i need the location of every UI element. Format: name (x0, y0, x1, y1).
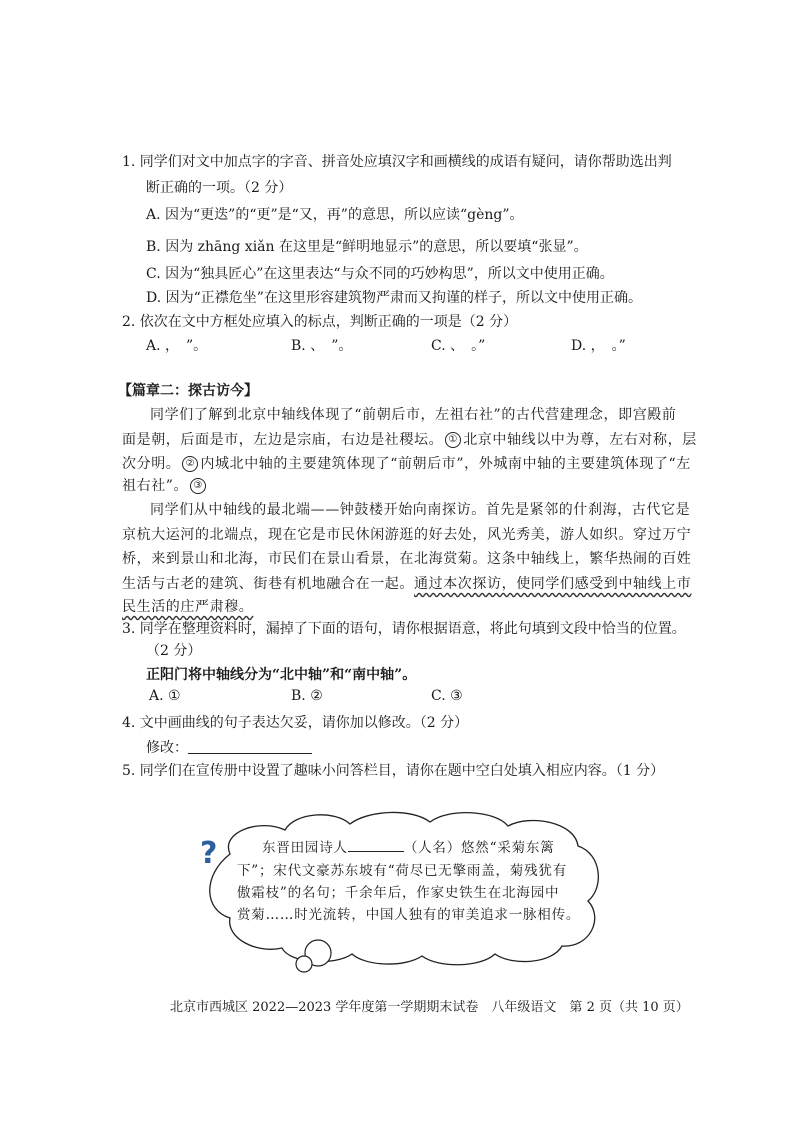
cloud-line3: 傲霜枝”的名句；千余年后，作家史铁生在北海园中 (237, 885, 560, 901)
para1-line4 (122, 475, 208, 495)
q4-answer-line[interactable] (188, 753, 312, 754)
cloud-line4: 赏菊……时光流转，中国人独有的审美追求一脉相传。 (237, 907, 581, 923)
q2-option-a: A. ， ”。 (146, 338, 208, 354)
cloud-line1 (262, 836, 555, 856)
chapter-title: 【篇章二：探古访今】 (118, 383, 258, 399)
insert-marker-1: ① (445, 432, 461, 448)
q3-stem-line2: （2 分） (146, 643, 202, 659)
para2-line4-text: 生活与古老的建筑、街巷有机地融合在一起。 (122, 576, 414, 592)
insert-marker-3: ③ (190, 478, 206, 494)
para1-line2-text-b: 北京中轴线以中为尊，左右对称，层 (463, 432, 697, 448)
question-mark-icon: ? (200, 836, 218, 871)
q1-stem-line2: 断正确的一项。（2 分） (146, 180, 293, 196)
para2-line4 (122, 573, 691, 593)
para2-line2: 京杭大运河的北端点，现在它是市民休闲游逛的好去处，风光秀美，游人如织。穿过万宁 (122, 527, 692, 543)
poet-name-blank[interactable] (348, 839, 404, 852)
q5-stem: 5. 同学们在宣传册中设置了趣味小问答栏目，请你在题中空白处填入相应内容。（1 分） (122, 763, 665, 779)
page-footer: 北京市西城区 2022—2023 学年度第一学期期末试卷 八年级语文 第 2 页（共 10 页） (170, 1000, 689, 1015)
wavy-underlined-sentence-part1: 通过本次探访，使同学们感受到中轴线上市 (414, 576, 692, 592)
q3-option-a: A. ① (149, 688, 181, 704)
q4-answer-label: 修改： (146, 740, 188, 756)
q3-stem-line1: 3. 同学在整理资料时，漏掉了下面的语句，请你根据语意，将此句填到文段中恰当的位置。 (122, 621, 686, 637)
para1-line3-text-b: 内城北中轴的主要建筑体现了“前朝后市”，外城南中轴的主要建筑体现了“左 (200, 456, 691, 472)
q3-option-c: C. ③ (431, 688, 463, 704)
q3-sentence: 正阳门将中轴线分为“北中轴”和“南中轴”。 (146, 667, 417, 683)
q2-option-d: D. ， 。” (571, 338, 626, 354)
q1-option-d: D. 因为“正襟危坐”在这里形容建筑物严肃而又拘谨的样子，所以文中使用正确。 (146, 290, 642, 306)
para2-line5 (122, 596, 253, 616)
para1-line3-text: 次分明。 (122, 456, 181, 472)
q1-option-b: B. 因为 zhāng xiǎn 在这里是“鲜明地显示”的意思，所以要填“张显”。 (146, 239, 588, 255)
cloud-line2: 下”；宋代文豪苏东坡有“荷尽已无擎雨盖，菊残犹有 (237, 863, 568, 879)
q1-stem-line1: 1. 同学们对文中加点字的字音、拼音处应填汉字和画横线的成语有疑问，请你帮助选出判 (122, 154, 672, 170)
wavy-underlined-sentence-part2: 民生活的庄严肃穆。 (122, 599, 254, 615)
q3-option-b: B. ② (291, 688, 323, 704)
para1-line2-text: 面是朝，后面是市，左边是宗庙，右边是社稷坛。 (122, 432, 444, 448)
q1-option-c: C. 因为“独具匠心”在这里表达“与众不同的巧妙构思”，所以文中使用正确。 (146, 266, 614, 282)
q2-option-b: B. 、 ”。 (291, 338, 353, 354)
cloud-bubble-small (296, 956, 312, 972)
cloud-line1-text: 东晋田园诗人 (262, 840, 348, 856)
q4-stem: 4. 文中画曲线的句子表达欠妥，请你加以修改。（2 分） (122, 715, 469, 731)
para1-line4-text: 祖右社”。 (122, 478, 189, 494)
insert-marker-2: ② (182, 456, 198, 472)
para2-line3: 桥，来到景山和北海，市民们在景山看景，在北海赏菊。这条中轴线上，繁华热闹的百姓 (122, 551, 692, 567)
para1-line3 (122, 453, 691, 473)
para2-line1: 同学们从中轴线的最北端——钟鼓楼开始向南探访。首先是紧邻的什刹海，古代它是 (150, 502, 691, 518)
q2-stem: 2. 依次在文中方框处应填入的标点，判断正确的一项是（2 分） (122, 314, 518, 330)
para1-line1: 同学们了解到北京中轴线体现了“前朝后市，左祖右社”的古代营建理念，即宫殿前 (150, 407, 677, 423)
q2-option-c: C. 、 。” (431, 338, 486, 354)
cloud-line1-text-b: （人名）悠然“采菊东篱 (403, 840, 555, 856)
q1-option-a: A. 因为“更迭”的“更”是“又，再”的意思，所以应读“gèng”。 (146, 207, 524, 223)
para1-line2 (122, 429, 697, 449)
